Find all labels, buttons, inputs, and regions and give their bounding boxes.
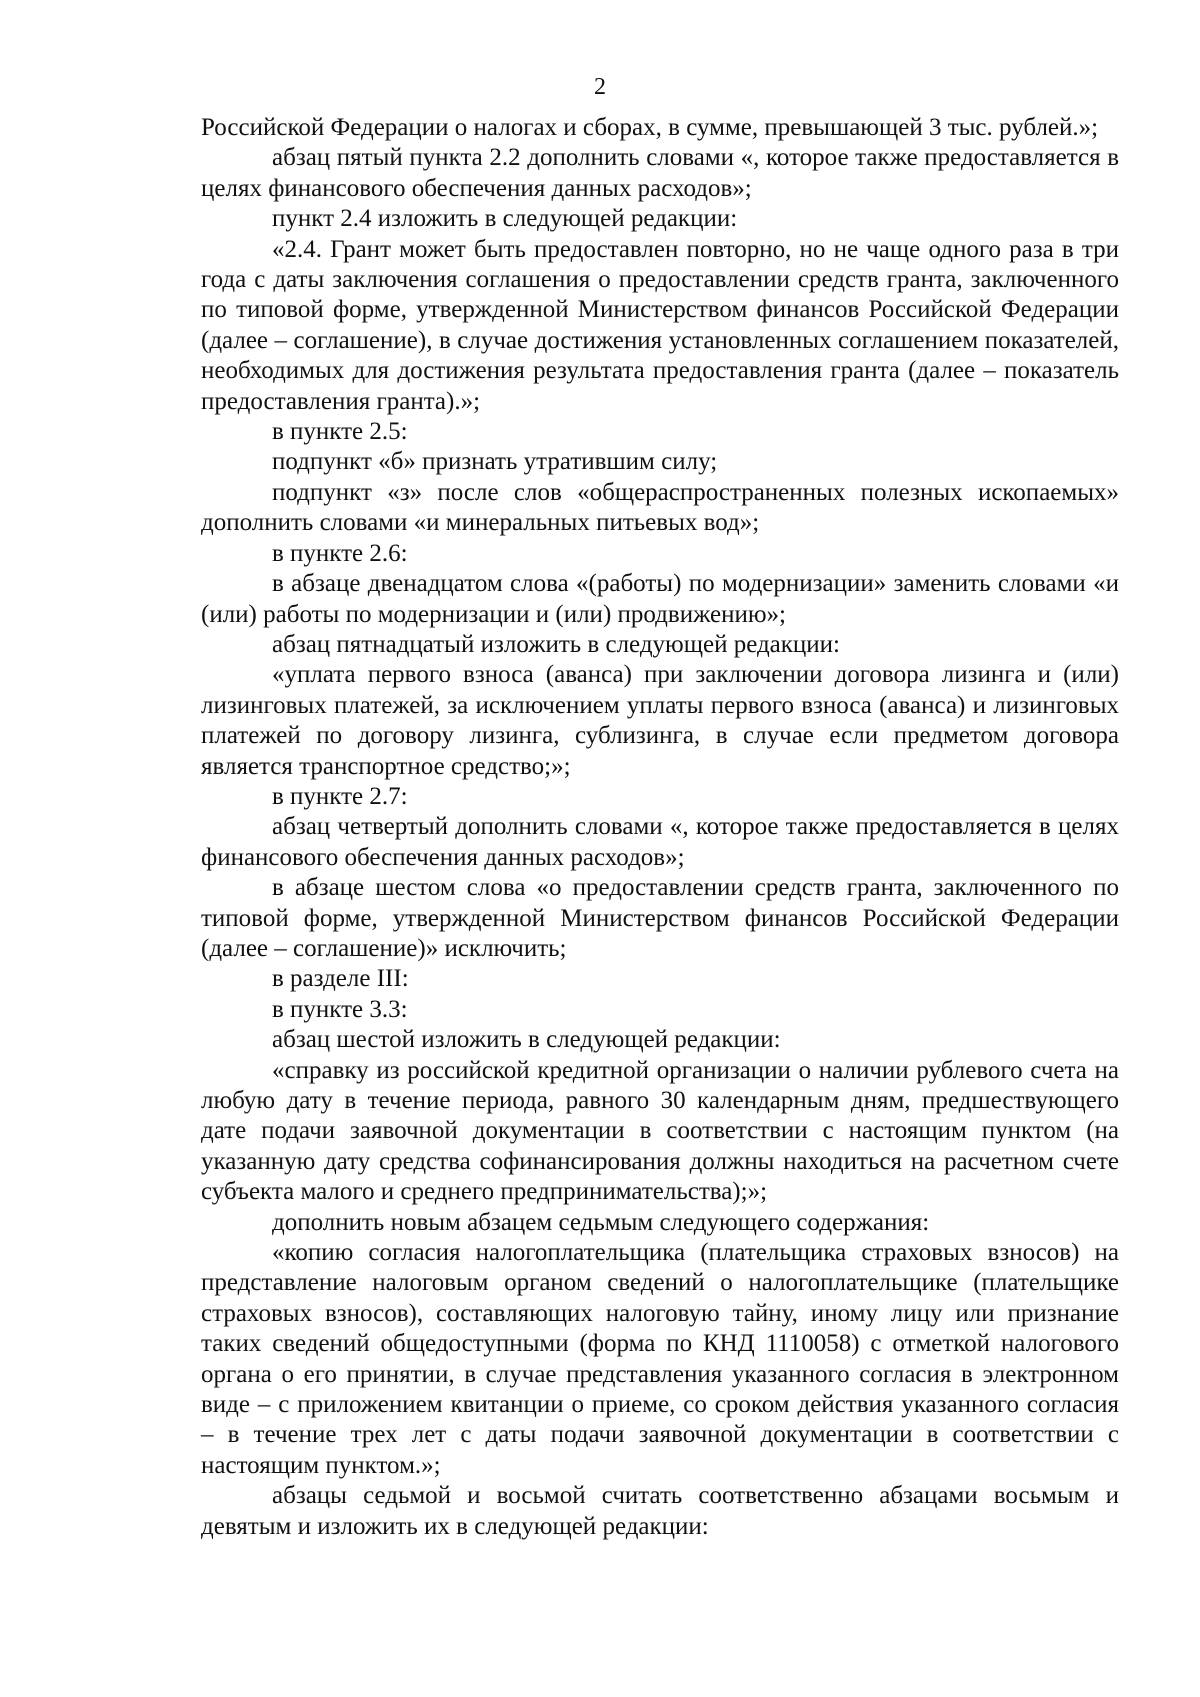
paragraph: абзац шестой изложить в следующей редакции:	[272, 1026, 781, 1054]
paragraph: абзац пятнадцатый изложить в следующей редакции:	[272, 630, 841, 658]
paragraph: «уплата первого взноса (аванса) при заключении договора лизинга и (или) лизинговых платежей, за исключением уплаты первого взноса (аванса) и лизинговых платежей по договору лизинга, сублизинга, в случае если предметом договора является транспортное средство;»;	[201, 661, 1119, 780]
paragraph: абзацы седьмой и восьмой считать соответственно абзацами восьмым и девятым и изложить их в следующей редакции:	[201, 1482, 1119, 1540]
paragraph: пункт 2.4 изложить в следующей редакции:	[272, 205, 738, 233]
paragraph: «копию согласия налогоплательщика (плательщика страховых взносов) на представление налоговым органом сведений о налогоплательщике (плательщике страховых взносов), составляющих налоговую тайну, иному лицу или признание таких сведений общедоступными (форма по КНД 1110058) с отметкой налогового органа о его принятии, в случае представления указанного согласия в электронном виде – с приложением квитанции о приеме, со сроком действия указанного согласия – в течение трех лет с даты подачи заявочной документации в соответствии с настоящим пунктом.»;	[201, 1239, 1119, 1479]
paragraph: в пункте 2.7:	[272, 782, 408, 810]
paragraph: «справку из российской кредитной организации о наличии рублевого счета на любую дату в течение периода, равного 30 календарным дням, предшествующего дате подачи заявочной документации в соответствии с настоящим пунктом (на указанную дату средства софинансирования должны находиться на расчетном счете субъекта малого и среднего предпринимательства);»;	[201, 1056, 1119, 1206]
paragraph-continuation: Российской Федерации о налогах и сборах, в сумме, превышающей 3 тыс. рублей.»;	[201, 114, 1099, 141]
paragraph: в пункте 2.5:	[272, 418, 408, 446]
paragraph: подпункт «з» после слов «общераспространенных полезных ископаемых» дополнить словами «и минеральных питьевых вод»;	[201, 478, 1119, 537]
paragraph: в абзаце двенадцатом слова «(работы) по модернизации» заменить словами «и (или) работы по модернизации и (или) продвижению»;	[201, 570, 1119, 628]
page-number: 2	[594, 74, 606, 100]
document-body	[201, 113, 1119, 1542]
paragraph: в абзаце шестом слова «о предоставлении средств гранта, заключенного по типовой форме, утвержденной Министерством финансов Российской Федерации (далее – соглашение)» исключить;	[201, 874, 1119, 962]
paragraph: «2.4. Грант может быть предоставлен повторно, но не чаще одного раза в три года с даты заключения соглашения о предоставлении средств гранта, заключенного по типовой форме, утвержденной Министерством финансов Российской Федерации (далее – соглашение), в случае достижения установленных соглашением показателей, необходимых для достижения результата предоставления гранта (далее – показатель предоставления гранта).»;	[201, 235, 1119, 415]
paragraph: в разделе III:	[272, 965, 409, 993]
paragraph: в пункте 3.3:	[272, 995, 408, 1023]
paragraph: дополнить новым абзацем седьмым следующего содержания:	[272, 1208, 930, 1236]
paragraph: абзац пятый пункта 2.2 дополнить словами «, которое также предоставляется в целях финансового обеспечения данных расходов»;	[201, 144, 1119, 202]
paragraph: в пункте 2.6:	[272, 539, 408, 567]
paragraph: абзац четвертый дополнить словами «, которое также предоставляется в целях финансового обеспечения данных расходов»;	[201, 813, 1119, 871]
paragraph: подпункт «б» признать утратившим силу;	[272, 448, 718, 476]
